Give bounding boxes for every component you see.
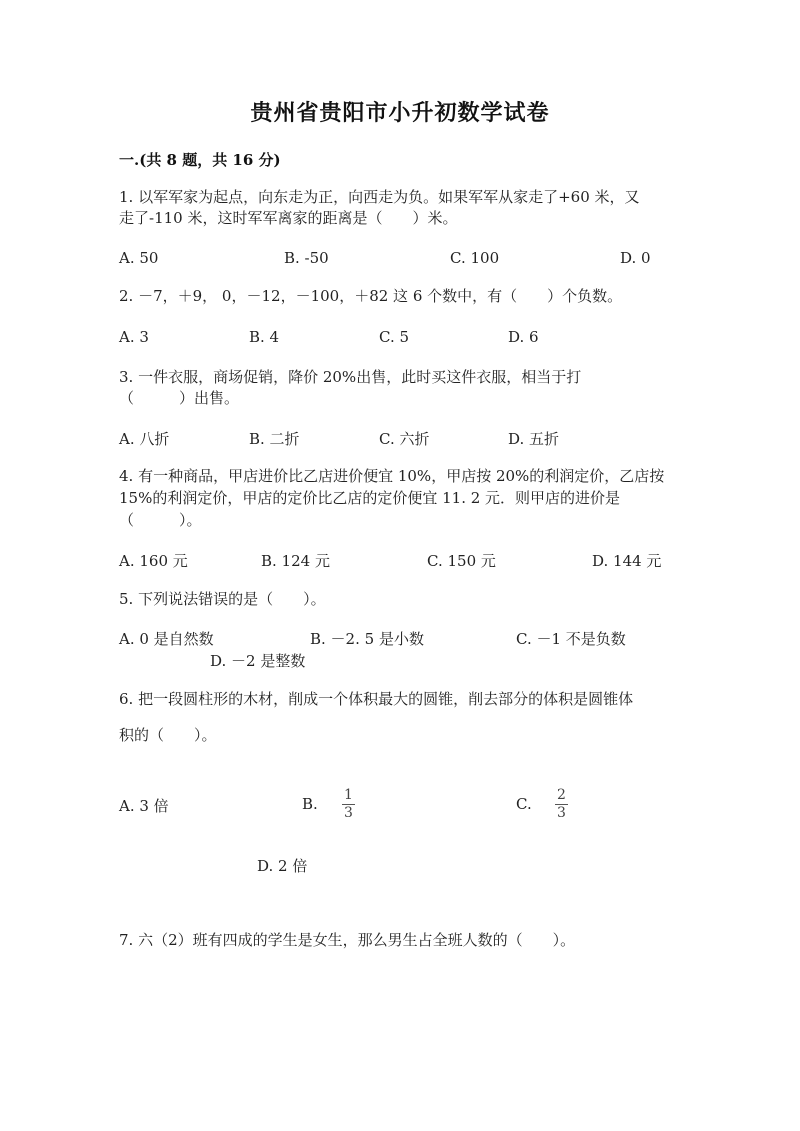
question-6-line-2: 积的（ ）。	[119, 726, 217, 744]
question-3-option-c: C. 六折	[379, 430, 430, 448]
question-4-option-a: A. 160 元	[119, 552, 188, 570]
question-4-line-3: （ ）。	[119, 511, 202, 529]
question-6-option-c: C.	[516, 795, 532, 813]
fraction-denominator: 3	[344, 805, 353, 821]
question-3-option-b: B. 二折	[249, 430, 300, 448]
question-2-option-d: D. 6	[508, 328, 539, 346]
question-5-option-a: A. 0 是自然数	[119, 630, 214, 648]
question-3-option-a: A. 八折	[119, 430, 170, 448]
question-2-option-a: A. 3	[119, 328, 149, 346]
question-5-option-c: C. －1 不是负数	[516, 630, 626, 648]
section-heading: 一.(共 8 题，共 16 分)	[119, 151, 281, 169]
question-6-line-1: 6. 把一段圆柱形的木材，削成一个体积最大的圆锥，削去部分的体积是圆锥体	[119, 690, 634, 708]
question-3-option-d: D. 五折	[508, 430, 560, 448]
question-1-line-1: 1. 以军军家为起点，向东走为正，向西走为负。如果军军从家走了+60 米，又	[119, 188, 640, 206]
question-5-option-d: D. －2 是整数	[210, 652, 306, 670]
question-1-option-b: B. -50	[284, 249, 329, 267]
question-1-line-2: 走了-110 米，这时军军离家的距离是（ ）米。	[119, 209, 458, 227]
question-1-option-c: C. 100	[450, 249, 500, 267]
question-6-option-b-fraction	[342, 788, 355, 821]
question-3-line-1: 3. 一件衣服，商场促销，降价 20%出售，此时买这件衣服，相当于打	[119, 368, 582, 386]
question-1-option-a: A. 50	[119, 249, 159, 267]
question-3-line-2: （ ）出售。	[119, 389, 240, 407]
question-1-option-d: D. 0	[620, 249, 651, 267]
question-4-line-1: 4. 有一种商品，甲店进价比乙店进价便宜 10%，甲店按 20%的利润定价，乙店按	[119, 467, 665, 485]
question-4-option-c: C. 150 元	[427, 552, 496, 570]
page-title: 贵州省贵阳市小升初数学试卷	[250, 100, 550, 126]
question-4-line-2: 15%的利润定价，甲店的定价比乙店的定价便宜 11. 2 元．则甲店的进价是	[119, 489, 621, 507]
question-2-option-b: B. 4	[249, 328, 280, 346]
question-7-line-1: 7. 六（2）班有四成的学生是女生，那么男生占全班人数的（ ）。	[119, 931, 576, 949]
fraction-numerator: 2	[557, 787, 566, 803]
question-6-option-c-fraction	[555, 788, 568, 821]
question-4-option-b: B. 124 元	[261, 552, 330, 570]
fraction-numerator: 1	[344, 787, 353, 803]
question-5-option-b: B. －2. 5 是小数	[310, 630, 424, 648]
question-2-line-1: 2. －7，＋9， 0，－12，－100，＋82 这 6 个数中，有（ ）个负数。	[119, 287, 623, 305]
question-5-line-1: 5. 下列说法错误的是（ ）。	[119, 590, 326, 608]
question-6-option-b: B.	[302, 795, 318, 813]
question-6-option-a: A. 3 倍	[119, 797, 169, 815]
question-4-option-d: D. 144 元	[592, 552, 662, 570]
question-6-option-d: D. 2 倍	[257, 857, 308, 875]
question-2-option-c: C. 5	[379, 328, 410, 346]
fraction-denominator: 3	[557, 805, 566, 821]
